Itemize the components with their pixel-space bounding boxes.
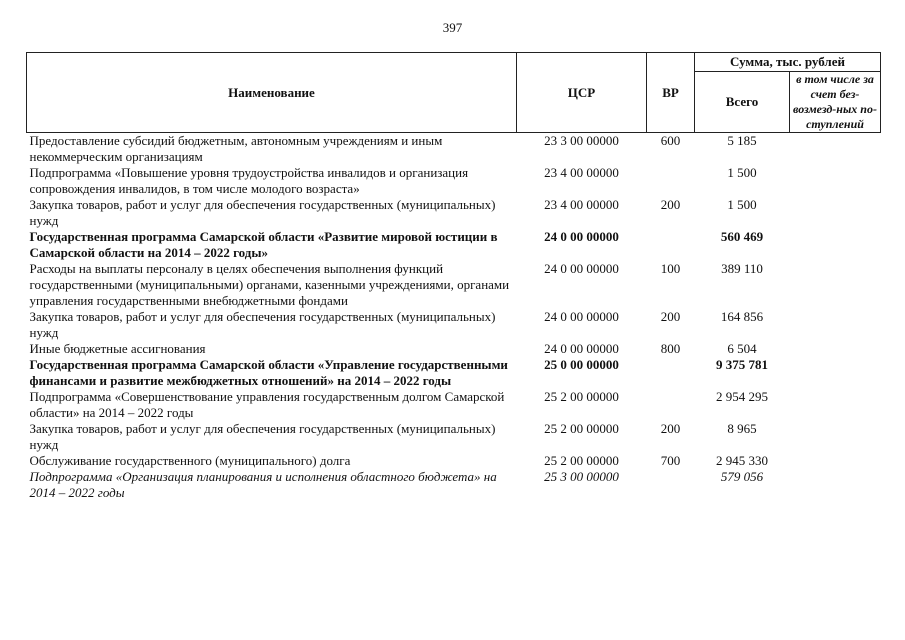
table-row bbox=[27, 165, 881, 197]
row-vr bbox=[647, 165, 695, 197]
header-csr: ЦСР bbox=[517, 53, 647, 133]
row-vr: 200 bbox=[660, 197, 681, 212]
table-row bbox=[27, 197, 881, 229]
row-csr: 23 4 00 00000 bbox=[544, 165, 619, 180]
row-vr bbox=[647, 469, 695, 501]
row-total: 6 504 bbox=[727, 341, 757, 356]
row-csr: 24 0 00 00000 bbox=[544, 341, 619, 356]
row-name: Закупка товаров, работ и услуг для обеспечения государственных (муниципальных) нужд bbox=[29, 197, 496, 228]
table-row bbox=[27, 389, 881, 421]
row-vr: 200 bbox=[660, 421, 681, 436]
header-vr: ВР bbox=[647, 53, 695, 133]
table-row bbox=[27, 453, 881, 469]
row-csr: 23 4 00 00000 bbox=[544, 197, 619, 212]
row-total: 9 375 781 bbox=[716, 357, 768, 372]
row-total: 8 965 bbox=[727, 421, 757, 436]
row-vr bbox=[647, 389, 695, 421]
page-number: 397 bbox=[442, 20, 463, 35]
row-total: 5 185 bbox=[727, 133, 757, 148]
row-csr: 25 2 00 00000 bbox=[544, 421, 619, 436]
row-name: Закупка товаров, работ и услуг для обеспечения государственных (муниципальных) нужд bbox=[29, 421, 496, 452]
row-gratuitous bbox=[790, 389, 881, 421]
row-vr bbox=[647, 357, 695, 389]
header-sum: Сумма, тыс. рублей bbox=[695, 53, 881, 72]
row-total: 560 469 bbox=[720, 229, 764, 244]
table-row bbox=[27, 133, 881, 166]
row-name: Предоставление субсидий бюджетным, автономным учреждениям и иным некоммерческим организациям bbox=[29, 133, 443, 164]
row-vr: 100 bbox=[660, 261, 681, 276]
row-gratuitous bbox=[790, 357, 881, 389]
row-csr: 25 2 00 00000 bbox=[544, 389, 619, 404]
row-gratuitous bbox=[790, 261, 881, 309]
row-csr: 24 0 00 00000 bbox=[544, 229, 619, 244]
row-name: Закупка товаров, работ и услуг для обеспечения государственных (муниципальных) нужд bbox=[29, 309, 496, 340]
table-row bbox=[27, 421, 881, 453]
row-gratuitous bbox=[790, 341, 881, 357]
row-gratuitous bbox=[790, 197, 881, 229]
row-total: 2 945 330 bbox=[716, 453, 768, 468]
row-vr: 800 bbox=[660, 341, 681, 356]
row-gratuitous bbox=[790, 229, 881, 261]
table-row bbox=[27, 261, 881, 309]
row-csr: 23 3 00 00000 bbox=[544, 133, 619, 148]
row-total: 1 500 bbox=[727, 165, 757, 180]
row-vr: 600 bbox=[660, 133, 681, 148]
row-name: Государственная программа Самарской области «Управление государственными финансами и развитие межбюджетных отношений» на 2014 – 2022 годы bbox=[29, 357, 508, 388]
row-gratuitous bbox=[790, 309, 881, 341]
row-gratuitous bbox=[790, 469, 881, 501]
budget-table bbox=[26, 52, 881, 501]
row-vr: 200 bbox=[660, 309, 681, 324]
row-csr: 25 3 00 00000 bbox=[544, 469, 619, 484]
row-name: Иные бюджетные ассигнования bbox=[29, 341, 206, 356]
row-total: 164 856 bbox=[720, 309, 764, 324]
row-name: Подпрограмма «Организация планирования и исполнения областного бюджета» на 2014 – 2022 годы bbox=[29, 469, 497, 500]
table-row bbox=[27, 469, 881, 501]
row-csr: 25 2 00 00000 bbox=[544, 453, 619, 468]
row-total: 579 056 bbox=[720, 469, 764, 484]
table-row bbox=[27, 341, 881, 357]
row-gratuitous bbox=[790, 165, 881, 197]
table-row bbox=[27, 229, 881, 261]
row-name: Подпрограмма «Повышение уровня трудоустройства инвалидов и организация сопровождения инвалидов, в том числе молодого возраста» bbox=[29, 165, 469, 196]
header-gratuitous: в том числе за счет без-возмезд-ных по-ступлений bbox=[790, 72, 881, 133]
row-total: 2 954 295 bbox=[716, 389, 768, 404]
row-csr: 24 0 00 00000 bbox=[544, 309, 619, 324]
row-name: Подпрограмма «Совершенствование управления государственным долгом Самарской области» на 2014 – 2022 годы bbox=[29, 389, 505, 420]
row-name: Государственная программа Самарской области «Развитие мировой юстиции в Самарской области на 2014 – 2022 годы» bbox=[29, 229, 498, 260]
table-body bbox=[27, 133, 881, 502]
row-total: 389 110 bbox=[721, 261, 763, 276]
row-gratuitous bbox=[790, 133, 881, 166]
row-csr: 25 0 00 00000 bbox=[544, 357, 619, 372]
header-name: Наименование bbox=[27, 53, 517, 133]
row-vr bbox=[647, 229, 695, 261]
row-gratuitous bbox=[790, 421, 881, 453]
row-vr: 700 bbox=[660, 453, 681, 468]
row-total: 1 500 bbox=[727, 197, 757, 212]
row-csr: 24 0 00 00000 bbox=[544, 261, 619, 276]
table-header bbox=[27, 53, 881, 133]
row-name: Расходы на выплаты персоналу в целях обеспечения выполнения функций государственными (муниципальными) органами, казенными учреждениями, органами управления государственными внебюджетными фондами bbox=[29, 261, 510, 308]
header-total: Всего bbox=[695, 72, 790, 133]
table-row bbox=[27, 309, 881, 341]
table-row bbox=[27, 357, 881, 389]
row-gratuitous bbox=[790, 453, 881, 469]
row-name: Обслуживание государственного (муниципального) долга bbox=[29, 453, 351, 468]
